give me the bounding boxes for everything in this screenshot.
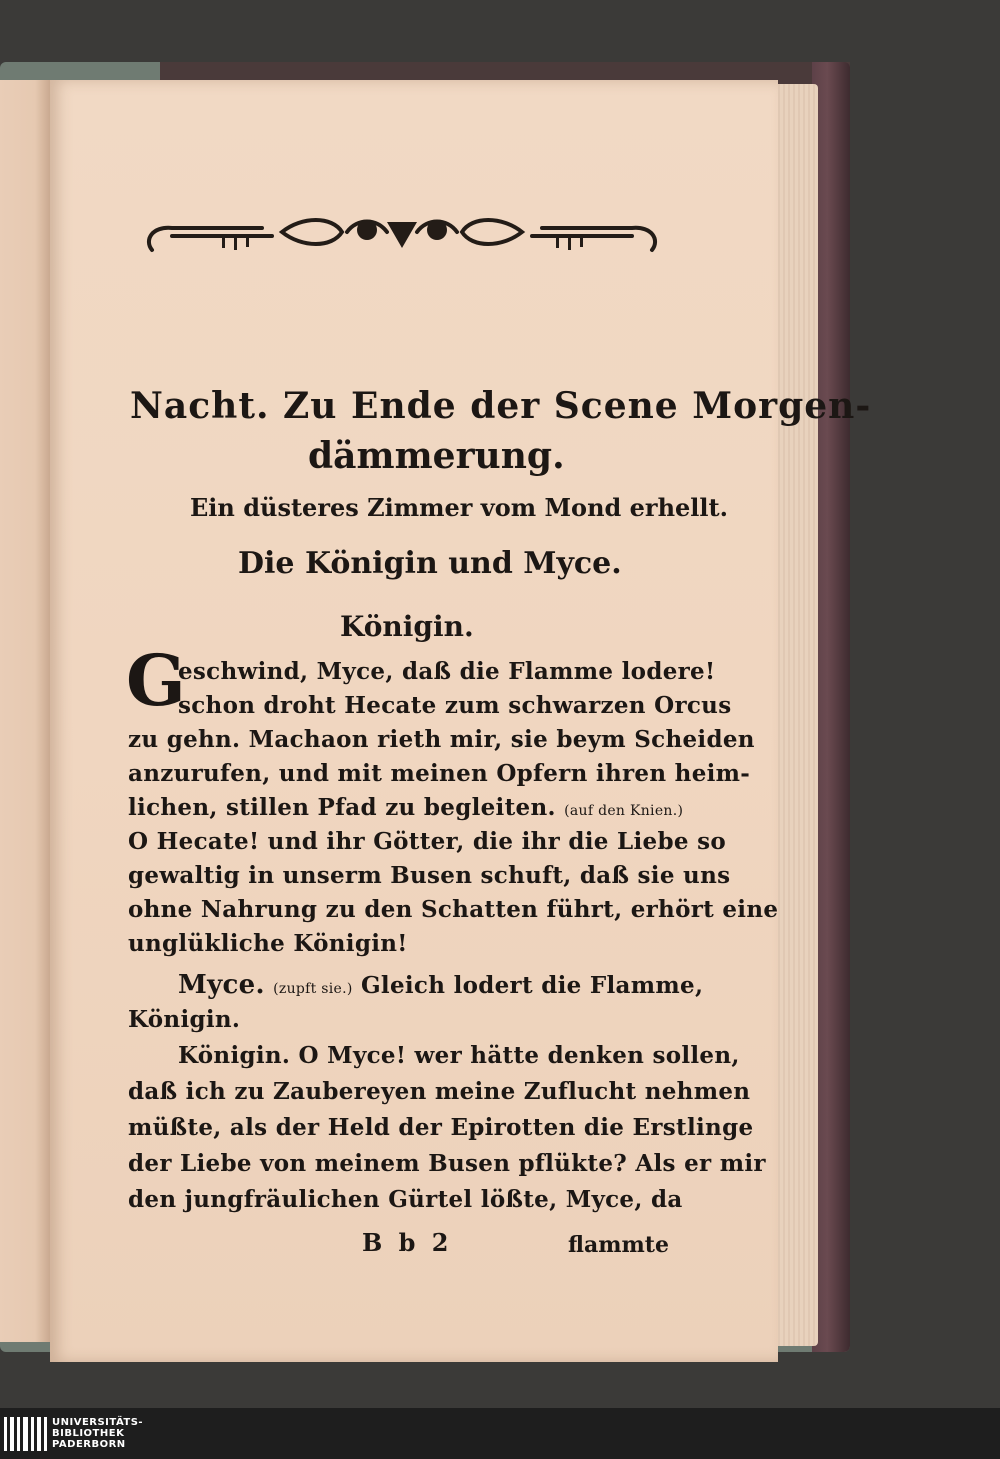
catchword: flammte bbox=[568, 1232, 669, 1258]
text-line: ohne Nahrung zu den Schatten führt, erhört eine bbox=[128, 896, 779, 923]
text-line bbox=[178, 970, 703, 1000]
characters-line: Die Königin und Myce. bbox=[238, 546, 622, 581]
text-line: unglükliche Königin! bbox=[128, 930, 408, 957]
left-facing-page bbox=[0, 80, 50, 1342]
signature-mark: B b 2 bbox=[362, 1228, 453, 1257]
text-line bbox=[128, 794, 683, 821]
book-page bbox=[50, 80, 872, 1362]
text-line: gewaltig in unserm Busen schuft, daß sie uns bbox=[128, 862, 731, 889]
text-line: Königin. O Myce! wer hätte denken sollen, bbox=[178, 1042, 740, 1069]
stage-note: (auf den Knien.) bbox=[564, 803, 684, 819]
footer-bar bbox=[0, 1408, 1000, 1459]
text-line: daß ich zu Zaubereyen meine Zuflucht nehmen bbox=[128, 1078, 751, 1105]
stage-direction: Ein düsteres Zimmer vom Mond erhellt. bbox=[190, 493, 728, 522]
text-line: Königin. bbox=[128, 1006, 241, 1033]
text-segment: Gleich lodert die Flamme, bbox=[360, 972, 704, 999]
decorative-headpiece-icon bbox=[142, 210, 662, 270]
text-line: O Hecate! und ihr Götter, die ihr die Liebe so bbox=[128, 828, 726, 855]
text-line: zu gehn. Machaon rieth mir, sie beym Scheiden bbox=[128, 726, 755, 753]
text-line: müßte, als der Held der Epirotten die Erstlinge bbox=[128, 1114, 754, 1141]
speaker-heading: Königin. bbox=[340, 610, 474, 643]
text-segment: lichen, stillen Pfad zu begleiten. bbox=[128, 794, 556, 821]
drop-cap: G bbox=[126, 639, 186, 722]
logo-line: BIBLIOTHEK bbox=[52, 1428, 125, 1439]
logo-line: PADERBORN bbox=[52, 1439, 126, 1450]
speaker-name: Myce. bbox=[178, 970, 265, 1000]
logo-line: UNIVERSITÄTS- bbox=[52, 1417, 144, 1428]
library-logo-text bbox=[52, 1417, 143, 1450]
scene-heading-line-1: Nacht. Zu Ende der Scene Morgen- bbox=[130, 385, 872, 427]
library-logo-icon bbox=[4, 1417, 48, 1451]
text-line: eschwind, Myce, daß die Flamme lodere! bbox=[178, 658, 716, 685]
text-line: der Liebe von meinem Busen pflükte? Als er mir bbox=[128, 1150, 766, 1177]
text-line: anzurufen, und mit meinen Opfern ihren heim- bbox=[128, 760, 751, 787]
text-line: den jungfräulichen Gürtel lößte, Myce, da bbox=[128, 1186, 683, 1213]
text-line: schon droht Hecate zum schwarzen Orcus bbox=[178, 692, 732, 719]
stage-note: (zupft sie.) bbox=[273, 981, 353, 997]
scene-heading-line-2: dämmerung. bbox=[308, 435, 565, 477]
